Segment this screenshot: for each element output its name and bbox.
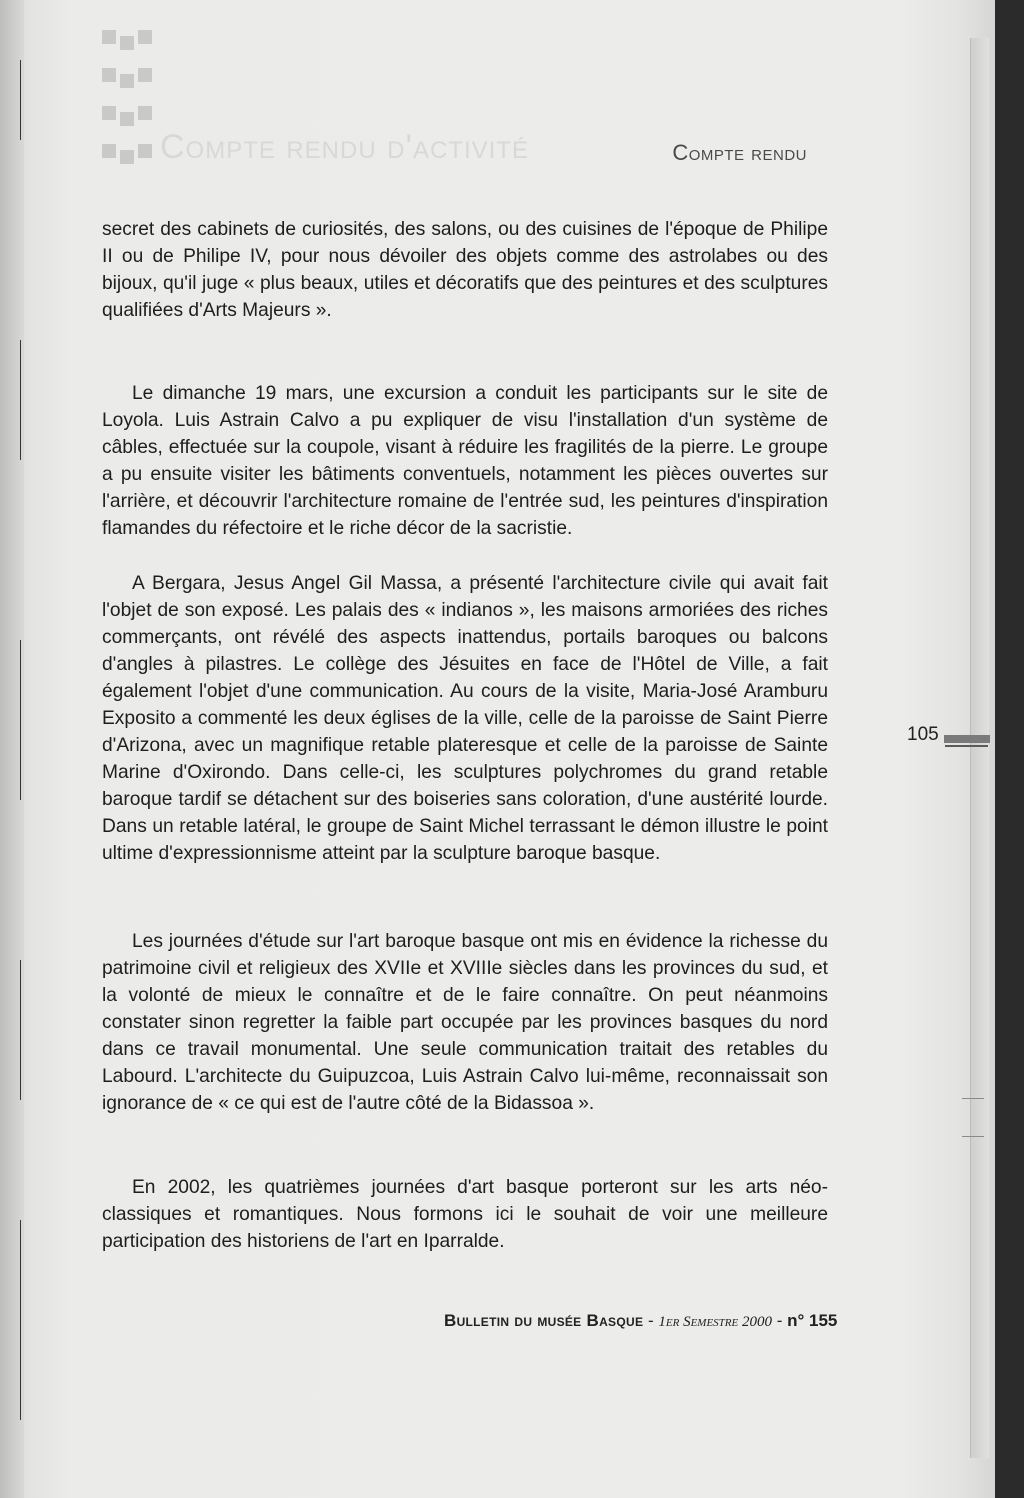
footer-issue: n° 155 xyxy=(787,1311,838,1330)
footer-semester: 1er Semestre 2000 xyxy=(658,1314,772,1330)
folio-marker-underline xyxy=(945,745,988,747)
binding-line xyxy=(20,60,21,140)
footer xyxy=(444,1311,837,1331)
paragraph-conclusion: Les journées d'étude sur l'art baroque basque ont mis en évidence la richesse du patrimoine civil et religieux des XVIIe et XVIIIe siècles dans les provinces du sud, et la volonté de mieux le connaître et de le faire connaître. On peut néanmoins constater sinon regretter la faible part occupée par les provinces basques du nord dans ce travail monumental. Une seule communication traitait des retables du Labourd. L'architecte du Guipuzcoa, Luis Astrain Calvo lui-même, reconnaissait son ignorance de « ce qui est de l'autre côté de la Bidassoa ». xyxy=(102,931,828,1114)
footer-separator: - xyxy=(643,1311,659,1330)
bleed-through-title: Compte rendu d'activité xyxy=(160,128,529,166)
page-number: 105 xyxy=(907,724,939,745)
binding-line xyxy=(20,640,21,800)
basque-ornament-icon xyxy=(100,28,156,168)
paragraph-loyola: Le dimanche 19 mars, une excursion a conduit les participants sur le site de Loyola. Luis Astrain Calvo a pu expliquer de visu l'installation d'un système de câbles, effectuée sur la coupole, visant à réduire les fragilités de la pierre. Le groupe a pu ensuite visiter les bâtiments conventuels, notamment les pièces ouvertes sur l'arrière, et découvrir l'architecture romaine de l'entrée sud, les peintures d'inspiration flamandes du réfectoire et le riche décor de la sacristie. xyxy=(102,383,828,539)
edge-tick xyxy=(962,1136,984,1137)
running-head: Compte rendu xyxy=(672,140,807,165)
binding-line xyxy=(20,1220,21,1420)
footer-journal: Bulletin du musée Basque xyxy=(444,1311,644,1330)
edge-tick xyxy=(962,1098,984,1099)
paragraph-2002: En 2002, les quatrièmes journées d'art basque porteront sur les arts néo-classiques et romantiques. Nous formons ici le souhait de voir une meilleure participation des historiens de l'art en Iparralde. xyxy=(102,1177,828,1252)
paragraph-continued: secret des cabinets de curiosités, des salons, ou des cuisines de l'époque de Philipe II ou de Philipe IV, pour nous dévoiler des objets comme des astrolabes ou des bijoux, qu'il juge « plus beaux, utiles et décoratifs que des peintures et des sculptures qualifiées d'Arts Majeurs ». xyxy=(102,219,828,321)
binding-line xyxy=(20,340,21,460)
page-edge xyxy=(970,38,989,1458)
paragraph-bergara: A Bergara, Jesus Angel Gil Massa, a présenté l'architecture civile qui avait fait l'objet de son exposé. Les palais des « indianos », les maisons armoriées des riches commerçants, ont révélé des aspects inattendus, portails baroques ou balcons d'angles à pilastres. Le collège des Jésuites en face de l'Hôtel de Ville, a fait également l'objet d'une communication. Au cours de la visite, Maria-José Aramburu Exposito a commenté les deux églises de la ville, celle de la paroisse de Saint Pierre d'Arizona, avec un magnifique retable plateresque et celle de la paroisse de Sainte Marine d'Oxirondo. Dans celle-ci, les sculptures polychromes du grand retable baroque tardif se détachent sur des boiseries sans coloration, d'une austérité lourde. Dans un retable latéral, le groupe de Saint Michel terrassant le démon illustre le point ultime d'expressionnisme atteint par la sculpture baroque basque. xyxy=(102,573,828,864)
folio-marker xyxy=(944,735,990,743)
footer-separator: - xyxy=(771,1311,788,1330)
binding-line xyxy=(20,960,21,1100)
